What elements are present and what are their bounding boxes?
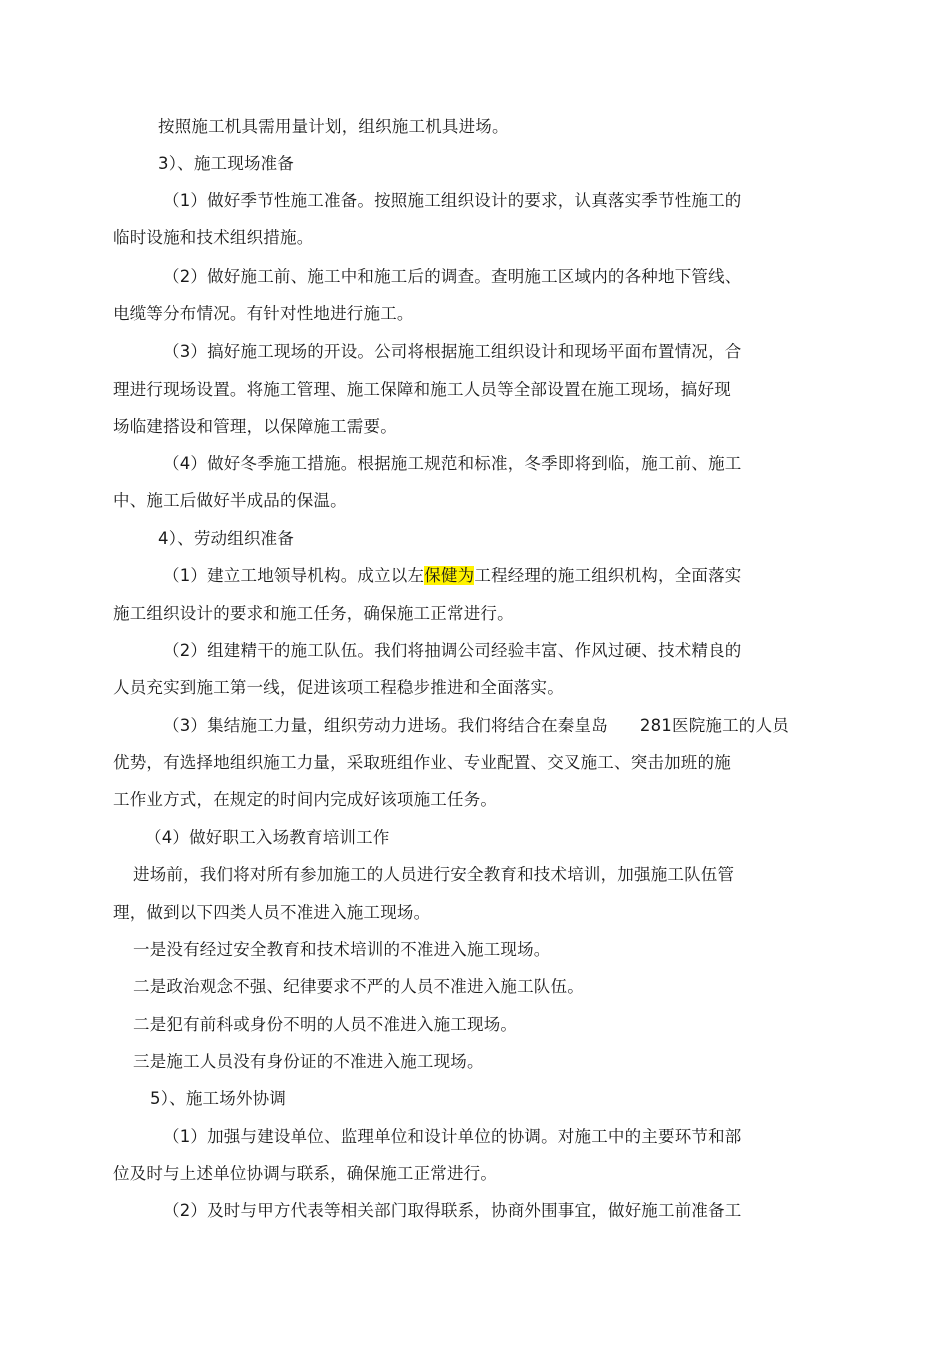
text-line: 场临建搭设和管理，以保障施工需要。 bbox=[113, 417, 397, 436]
text-line: 工作业方式，在规定的时间内完成好该项施工任务。 bbox=[113, 790, 498, 809]
text-line: 理，做到以下四类人员不准进入施工现场。 bbox=[113, 903, 431, 922]
text-line bbox=[163, 715, 789, 737]
text-line: 理进行现场设置。将施工管理、施工保障和施工人员等全部设置在施工现场，搞好现 bbox=[113, 380, 731, 399]
text-line: （2）做好施工前、施工中和施工后的调查。查明施工区域内的各种地下管线、 bbox=[163, 267, 742, 286]
section-heading: 4）、劳动组织准备 bbox=[158, 529, 295, 548]
text-line: 施工组织设计的要求和施工任务，确保施工正常进行。 bbox=[113, 604, 514, 623]
section-heading: 5）、施工场外协调 bbox=[150, 1089, 287, 1108]
highlighted-text: 保健为 bbox=[424, 566, 475, 585]
text-line: 人员充实到施工第一线，促进该项工程稳步推进和全面落实。 bbox=[113, 678, 564, 697]
text-line: （1）加强与建设单位、监理单位和设计单位的协调。对施工中的主要环节和部 bbox=[163, 1127, 742, 1146]
text-line: （2）组建精干的施工队伍。我们将抽调公司经验丰富、作风过硬、技术精良的 bbox=[163, 641, 742, 660]
text-segment: （3）集结施工力量，组织劳动力进场。我们将结合在秦皇岛 bbox=[163, 716, 608, 735]
text-line: 一是没有经过安全教育和技术培训的不准进入施工现场。 bbox=[133, 940, 551, 959]
text-line: 优势，有选择地组织施工力量，采取班组作业、专业配置、交叉施工、突击加班的施 bbox=[113, 753, 731, 772]
text-line: （2）及时与甲方代表等相关部门取得联系，协商外围事宜，做好施工前准备工 bbox=[163, 1201, 742, 1220]
text-line: （1）做好季节性施工准备。按照施工组织设计的要求，认真落实季节性施工的 bbox=[163, 191, 742, 210]
text-line: 三是施工人员没有身份证的不准进入施工现场。 bbox=[133, 1052, 484, 1071]
text-line: （4）做好职工入场教育培训工作 bbox=[145, 828, 390, 847]
text-line: （3）搞好施工现场的开设。公司将根据施工组织设计和现场平面布置情况，合 bbox=[163, 342, 742, 361]
text-line: 按照施工机具需用量计划，组织施工机具进场。 bbox=[158, 117, 509, 136]
text-line: 二是政治观念不强、纪律要求不严的人员不准进入施工队伍。 bbox=[133, 977, 584, 996]
text-line: 中、施工后做好半成品的保温。 bbox=[113, 491, 347, 510]
text-line: 电缆等分布情况。有针对性地进行施工。 bbox=[113, 304, 414, 323]
text-segment: 工程经理的施工组织机构，全面落实 bbox=[474, 566, 742, 585]
section-heading: 3）、施工现场准备 bbox=[158, 154, 295, 173]
text-line: 位及时与上述单位协调与联系，确保施工正常进行。 bbox=[113, 1164, 498, 1183]
text-line: （4）做好冬季施工措施。根据施工规范和标准，冬季即将到临，施工前、施工 bbox=[163, 454, 742, 473]
text-line: 临时设施和技术组织措施。 bbox=[113, 228, 314, 247]
text-line: 进场前，我们将对所有参加施工的人员进行安全教育和技术培训，加强施工队伍管 bbox=[133, 865, 735, 884]
text-segment: 281医院施工的人员 bbox=[639, 716, 789, 735]
text-line-with-highlight bbox=[163, 565, 742, 587]
text-segment: （1）建立工地领导机构。成立以左 bbox=[163, 566, 425, 585]
text-line: 二是犯有前科或身份不明的人员不准进入施工现场。 bbox=[133, 1015, 518, 1034]
